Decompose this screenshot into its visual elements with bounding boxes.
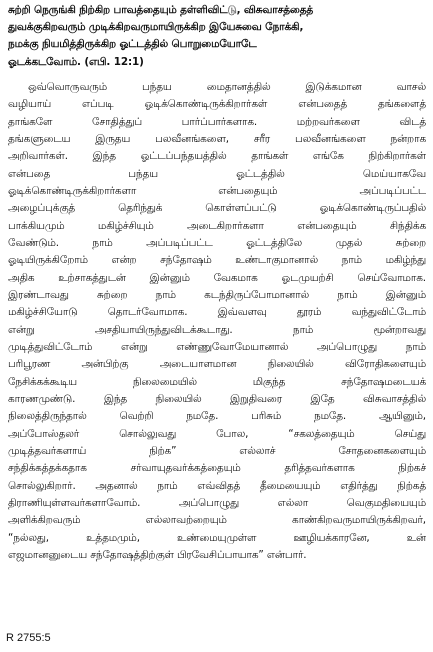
body-line: அதிக உற்சாகத்துடன் இன்னும் வேகமாக ஓடமுயற்சி செய்வோமாக. [8, 271, 426, 284]
body-line: இரண்டாவது சுற்றை நாம் கடந்திருப்போமானால் நாம் இன்னும் [8, 288, 426, 301]
body-line: அப்போஸ்தலர் சொல்லுவது போல, “சகலத்தையும் செய்து [8, 427, 426, 440]
verse-line: சுற்றி நெருங்கி நிற்கிற பாவத்தையும் தள்ளிவிட்டு, விசுவாசத்தைத் [8, 4, 314, 16]
body-line: ஓடிக்கொண்டிருக்கிறார்களா என்பதையும் அப்படிப்பட்ட [8, 184, 426, 197]
body-line: முடித்தவர்களாய் நிற்க” எல்லாச் சோதனைகளையும் [8, 445, 426, 458]
body-line: பாக்கியமும் மகிழ்ச்சியும் அடைகிறார்களா என்பதையும் சிந்திக்க [8, 219, 426, 232]
body-line: “நல்லது, உத்தமமும், உண்மையுமுள்ள ஊழியக்காரனே, உன் [8, 531, 426, 544]
body-line: வேண்டும். நாம் அப்படிப்பட்ட ஓட்டத்திலே முதல் சுற்றை [8, 236, 426, 249]
reference-code: R 2755:5 [6, 632, 51, 644]
verse-line: துவக்குகிறவரும் முடிக்கிறவருமாயிருக்கிற இயேசுவை நோக்கி, [8, 21, 304, 34]
body-line: திராணியுள்ளவர்களாவோம். அப்பொழுது எல்லா வெகுமதியையும் [8, 497, 426, 510]
body-line: மகிழ்ச்சியோடு தொடர்வோமாக. இவ்வளவு தூரம் வந்துவிட்டோம் [8, 306, 426, 319]
body-line: நேசிக்கக்கூடிய நிலைமையில் மிகுந்த சந்தோஷமடையக் [8, 375, 426, 388]
body-line: என்பதை பந்தய ஓட்டத்தில் மெய்யாகவே [8, 167, 426, 180]
body-line: ஒவ்வொருவரும் பந்தய மைதானத்தில் இடுக்கமான வாசல் [28, 80, 426, 93]
scripture-verse [8, 2, 426, 71]
body-line: வழியாய் எப்படி ஓடிக்கொண்டிருக்கிறார்கள் என்பதைத் தங்களைத் [8, 98, 426, 111]
body-line: தாங்களே சோதித்துப் பார்ப்பார்களாக. மற்றவர்களை விடத் [8, 115, 426, 128]
body-line: அழைப்புக்குத் தெரிந்துக் கொள்ளப்பட்டு ஓடிக்கொண்டிருப்பதில் [8, 202, 426, 215]
verse-line: நமக்கு நியமித்திருக்கிற ஓட்டத்தில் பொறுமையோடே [8, 38, 257, 51]
verse-line: ஓடக்கடவோம். (எபி. 12:1) [8, 55, 144, 68]
body-line: முடித்துவிட்டோம் என்று எண்ணுவோமேயானால் அப்பொழுது நாம் [8, 340, 426, 353]
body-line: காரணமுண்டு. இந்த நிலையில் இறுதிவரை இதே விசுவாசத்தில் [8, 393, 426, 405]
body-line: ஓடியிருக்கிறோம் என்ற சந்தோஷம் உண்டாகுமானால் நாம் மகிழ்ந்து [8, 254, 426, 267]
body-line: எஜமானனுடைய சந்தோஷத்திற்குள் பிரவேசிப்பாயாக” என்பார். [8, 549, 307, 562]
body-line: அறிவார்கள். இந்த ஓட்டப்பந்தயத்தில் தாங்கள் எங்கே நிற்கிறார்கள் [8, 150, 426, 163]
body-line: சொல்லுகிறார். அதனால் நாம் எவ்விதத் தீமையையும் எதிர்த்து நிற்கத் [8, 479, 426, 492]
body-paragraph [8, 79, 426, 565]
body-line: என்று அசதியாயிருந்துவிடக்கூடாது. நாம் மூன்றாவது [8, 323, 426, 336]
body-line: நிலைத்திருந்தால் வெற்றி நமதே. பரிசும் நமதே. ஆயினும், [8, 410, 426, 423]
body-line: தங்களுடைய இருதய பலவீனங்களை, சரீர பலவீனங்களை நன்றாக [8, 132, 426, 145]
devotional-page [8, 2, 426, 564]
body-line: பரிபூரண அன்பிற்கு அடையாளமான நிலையில் விரோதிகளையும் [8, 358, 426, 371]
body-line: சந்திக்கத்தக்கதாக சர்வாயுதவர்க்கத்தையும் தரித்தவர்களாக நிற்கச் [8, 462, 426, 475]
body-line: அளிக்கிறவரும் எல்லாவற்றையும் காண்கிறவருமாயிருக்கிறவர், [8, 514, 426, 527]
